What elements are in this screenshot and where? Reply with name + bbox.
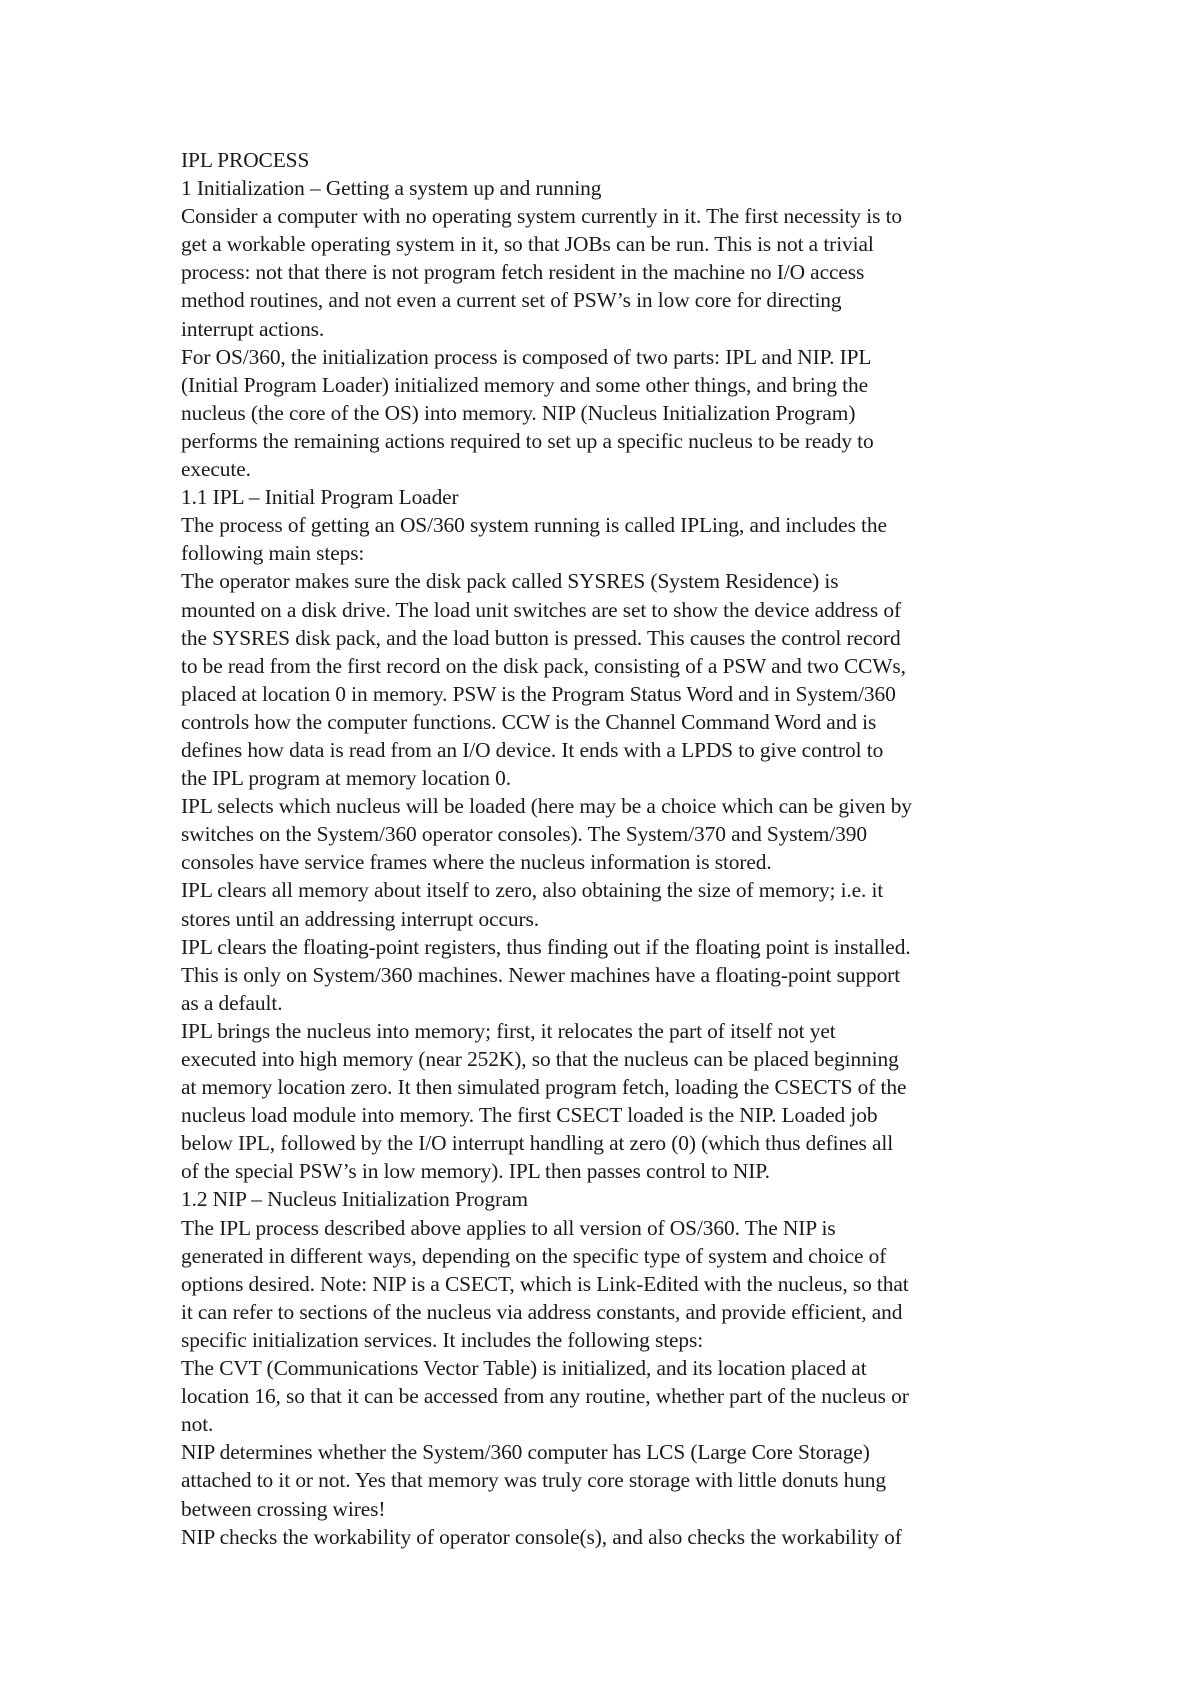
text-line: IPL brings the nucleus into memory; first, it relocates the part of itself not yet: [181, 1018, 836, 1043]
text-line: NIP determines whether the System/360 computer has LCS (Large Core Storage): [181, 1440, 870, 1465]
text-line: at memory location zero. It then simulated program fetch, loading the CSECTS of the: [181, 1075, 907, 1100]
text-line: generated in different ways, depending on the specific type of system and choice of: [181, 1243, 887, 1268]
text-line: specific initialization services. It includes the following steps:: [181, 1327, 704, 1352]
text-line: (Initial Program Loader) initialized memory and some other things, and bring the: [181, 372, 869, 397]
text-line: options desired. Note: NIP is a CSECT, which is Link-Edited with the nucleus, so that: [181, 1271, 909, 1296]
text-line: the SYSRES disk pack, and the load button is pressed. This causes the control record: [181, 625, 901, 650]
text-line: 1.1 IPL – Initial Program Loader: [181, 485, 459, 510]
text-line: 1 Initialization – Getting a system up and running: [181, 176, 602, 201]
text-line: consoles have service frames where the nucleus information is stored.: [181, 850, 772, 875]
text-line: IPL selects which nucleus will be loaded (here may be a choice which can be given by: [181, 794, 912, 819]
text-line: interrupt actions.: [181, 316, 325, 341]
text-line: The CVT (Communications Vector Table) is initialized, and its location placed at: [181, 1356, 867, 1381]
text-line: For OS/360, the initialization process is composed of two parts: IPL and NIP. IPL: [181, 344, 872, 369]
text-line: defines how data is read from an I/O device. It ends with a LPDS to give control to: [181, 737, 884, 762]
text-line: mounted on a disk drive. The load unit switches are set to show the device address of: [181, 597, 901, 622]
document-body: [181, 146, 1031, 1551]
text-line: process: not that there is not program fetch resident in the machine no I/O access: [181, 260, 865, 285]
text-line: The operator makes sure the disk pack called SYSRES (System Residence) is: [181, 569, 839, 594]
text-line: stores until an addressing interrupt occurs.: [181, 906, 539, 931]
text-line: The process of getting an OS/360 system running is called IPLing, and includes the: [181, 513, 887, 538]
text-line: IPL clears the floating-point registers, thus finding out if the floating point is installed.: [181, 934, 911, 959]
text-line: nucleus (the core of the OS) into memory. NIP (Nucleus Initialization Program): [181, 400, 856, 425]
text-line: it can refer to sections of the nucleus via address constants, and provide efficient, and: [181, 1299, 903, 1324]
text-line: method routines, and not even a current set of PSW’s in low core for directing: [181, 288, 842, 313]
text-line: controls how the computer functions. CCW is the Channel Command Word and is: [181, 709, 877, 734]
text-line: to be read from the first record on the disk pack, consisting of a PSW and two CCWs,: [181, 653, 906, 678]
text-line: not.: [181, 1412, 214, 1437]
text-line: get a workable operating system in it, so that JOBs can be run. This is not a trivial: [181, 232, 874, 257]
text-line: the IPL program at memory location 0.: [181, 766, 511, 791]
document-title: IPL PROCESS: [181, 148, 310, 172]
text-line: switches on the System/360 operator consoles). The System/370 and System/390: [181, 822, 867, 847]
text-line: This is only on System/360 machines. Newer machines have a floating-point support: [181, 962, 901, 987]
text-line: between crossing wires!: [181, 1496, 386, 1521]
text-line: NIP checks the workability of operator console(s), and also checks the workability of: [181, 1524, 902, 1549]
text-line: as a default.: [181, 990, 283, 1015]
text-line: IPL clears all memory about itself to zero, also obtaining the size of memory; i.e. it: [181, 878, 884, 903]
text-line: The IPL process described above applies to all version of OS/360. The NIP is: [181, 1215, 836, 1240]
text-line: location 16, so that it can be accessed from any routine, whether part of the nucleus or: [181, 1384, 909, 1409]
text-line: nucleus load module into memory. The first CSECT loaded is the NIP. Loaded job: [181, 1103, 878, 1128]
text-line: Consider a computer with no operating system currently in it. The first necessity is to: [181, 204, 903, 229]
text-line: below IPL, followed by the I/O interrupt handling at zero (0) (which thus defines all: [181, 1131, 894, 1156]
text-line: executed into high memory (near 252K), so that the nucleus can be placed beginning: [181, 1047, 899, 1071]
text-line: execute.: [181, 457, 251, 482]
text-line: attached to it or not. Yes that memory was truly core storage with little donuts hung: [181, 1468, 886, 1493]
text-line: performs the remaining actions required to set up a specific nucleus to be ready to: [181, 428, 874, 453]
text-line: placed at location 0 in memory. PSW is the Program Status Word and in System/360: [181, 681, 896, 706]
text-line: 1.2 NIP – Nucleus Initialization Program: [181, 1187, 528, 1212]
text-line: of the special PSW’s in low memory). IPL then passes control to NIP.: [181, 1159, 770, 1184]
text-line: following main steps:: [181, 541, 365, 566]
